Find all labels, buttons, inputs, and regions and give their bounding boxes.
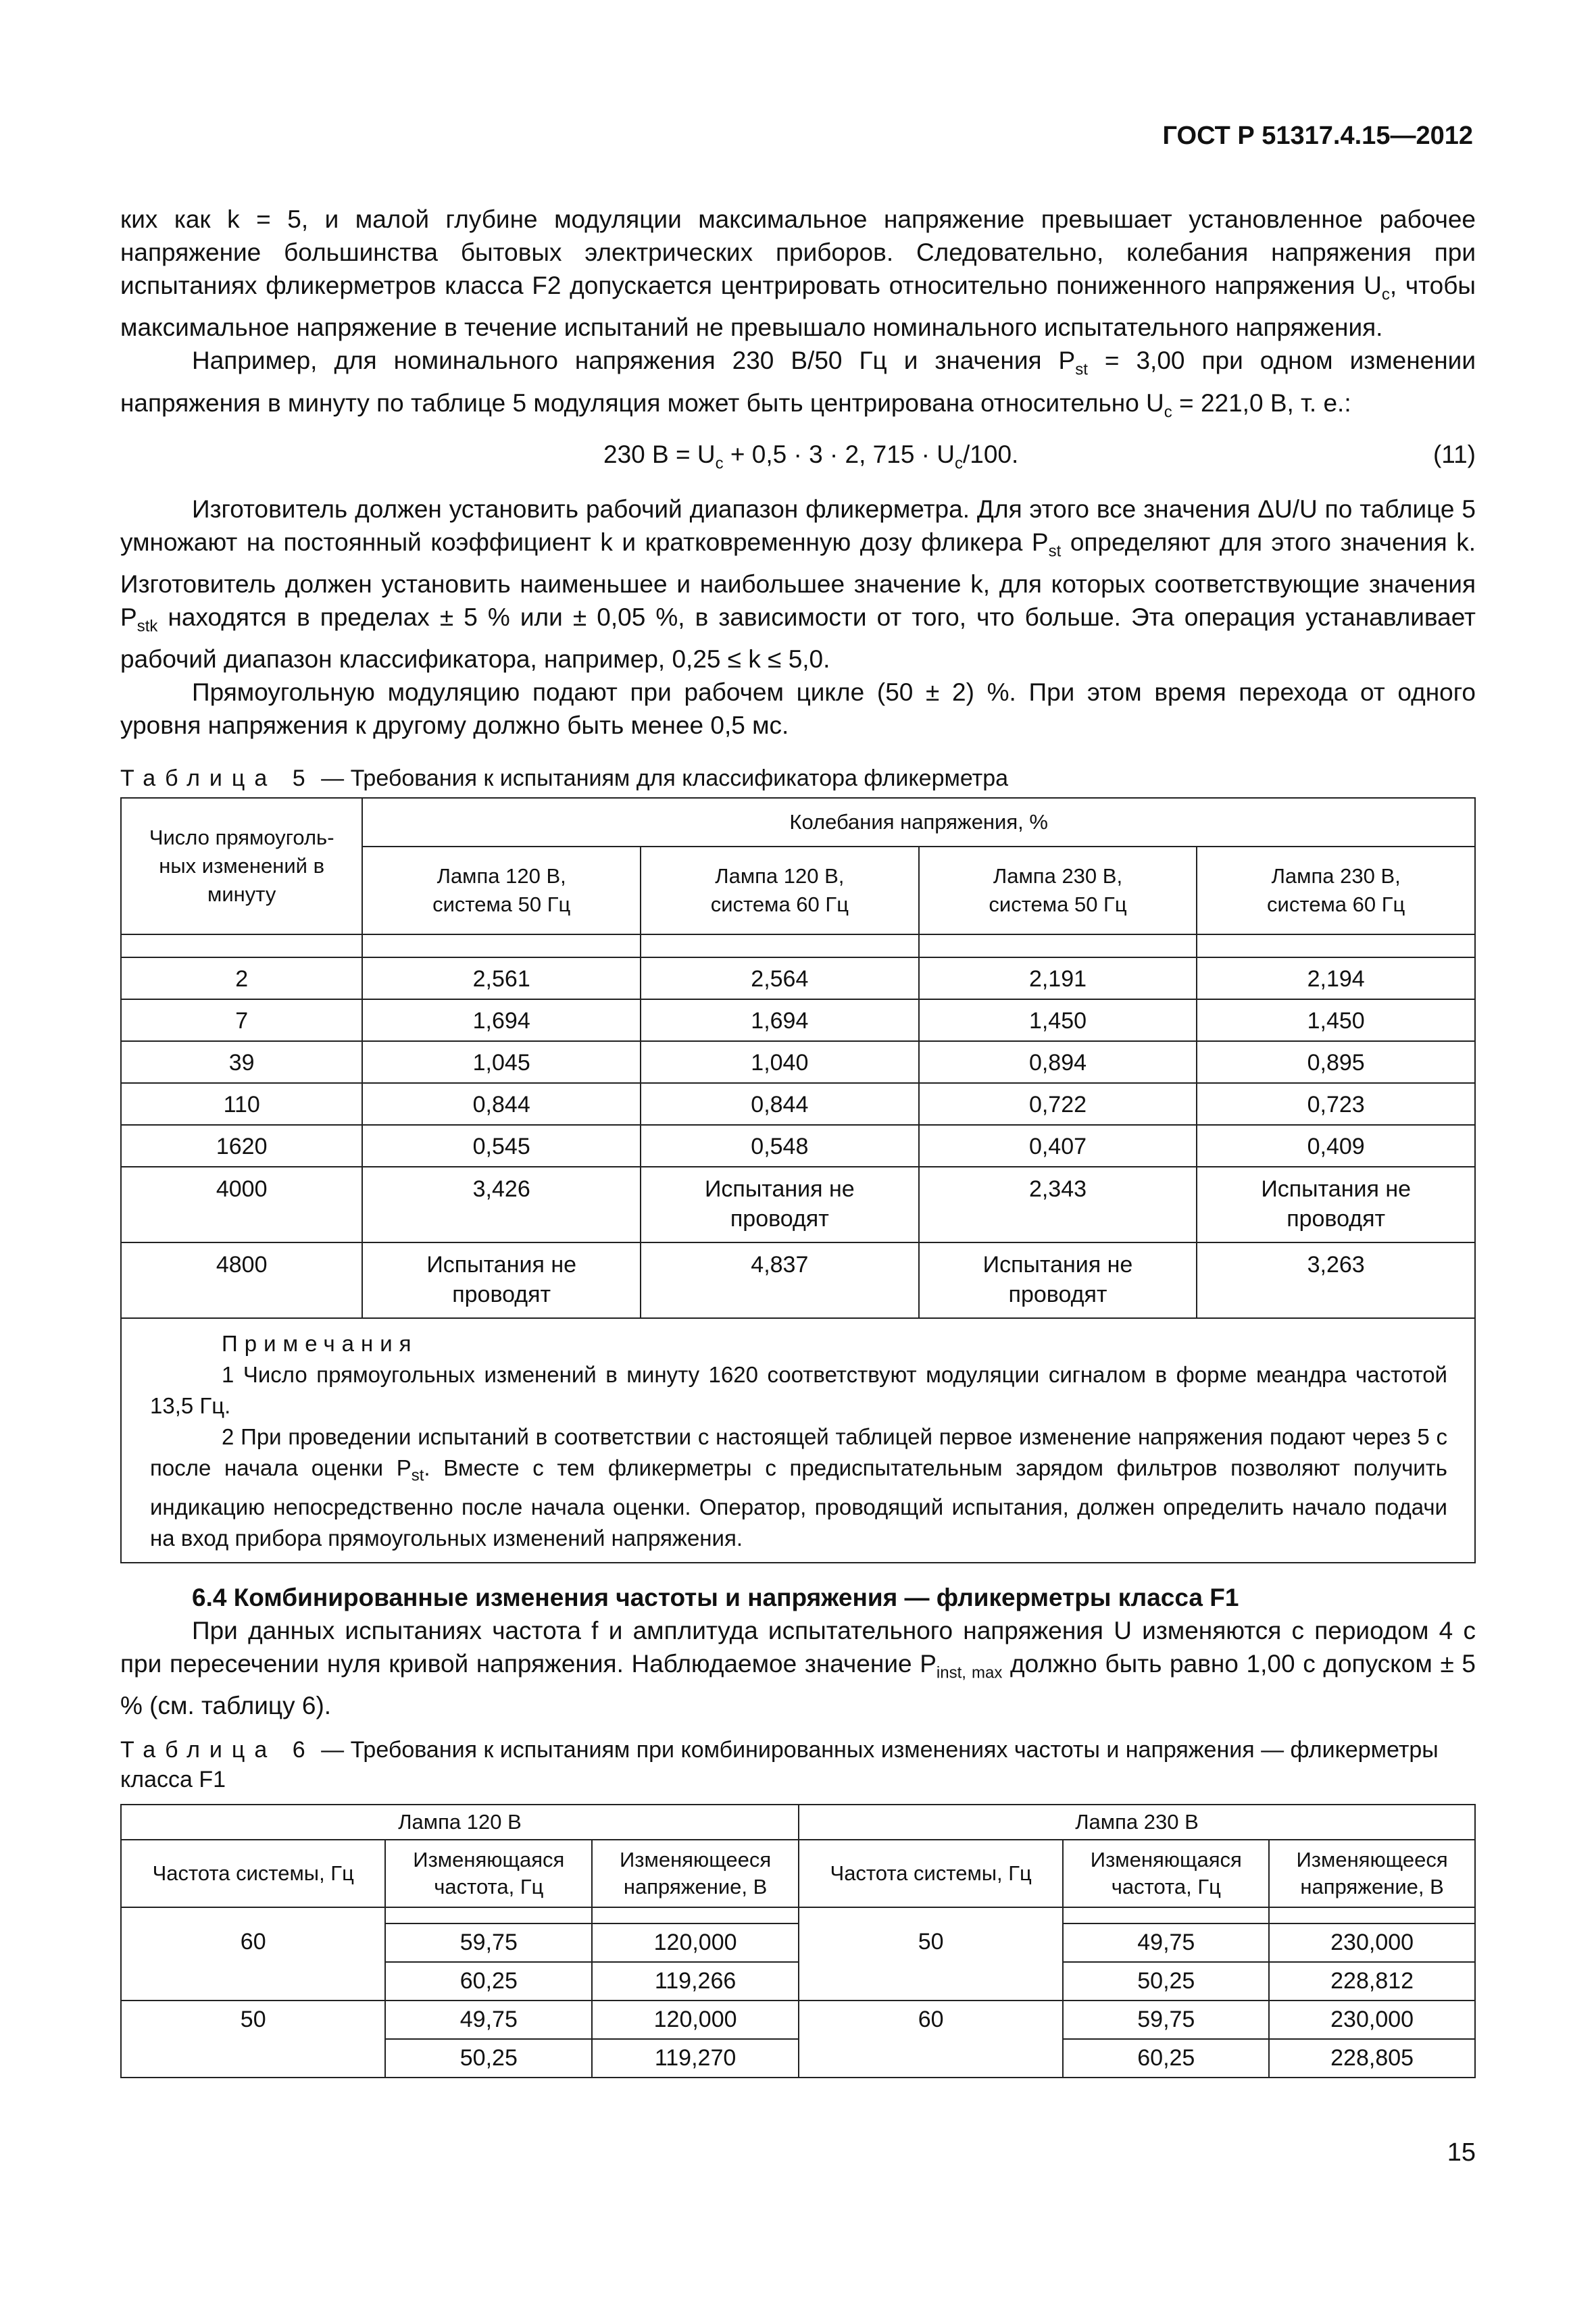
t5-header-count: Число прямоуголь-ных изменений в минуту xyxy=(121,798,362,934)
page-number: 15 xyxy=(1447,2138,1476,2167)
t6-header-col5: Изменяющаяся частота, Гц xyxy=(1063,1840,1269,1907)
t6-header-col4: Частота системы, Гц xyxy=(799,1840,1063,1907)
note-2: 2 При проведении испытаний в соответствии с настоящей таблицей первое изменение напряжения подают через 5 с после начала оценки $P_{st}$. Вместе с тем фликерметры с предиспытательным зарядом фильтров позволяют получить индикацию непосредственно после начала оценки. Оператор, проводящий испытания, должен определить начало подачи на вход прибора прямоугольных изменений напряжения. xyxy=(150,1424,1448,1551)
t5-header-group: Колебания напряжения, % xyxy=(362,798,1475,847)
table-row: 50,25 119,270 60,25 228,805 xyxy=(121,2039,1475,2078)
document-header: ГОСТ Р 51317.4.15—2012 xyxy=(1162,122,1473,150)
formula-number: (11) xyxy=(1432,441,1476,469)
t5-header-col3: Лампа 230 В, система 50 Гц xyxy=(919,847,1197,934)
table-row: 1620 0,545 0,548 0,407 0,409 xyxy=(121,1125,1475,1167)
paragraph-3: Изготовитель должен установить рабочий диапазон фликерметра. Для этого все значения ΔU/U по таблице 5 умножают на постоянный коэффициент k и кратковременную дозу фликера $P_{st}$ определяют для этого значения k. Изготовитель должен установить наименьшее и наибольшее значение k, для которых соответствующие значения $P_{stk}$ находятся в пределах ± 5 % или ± 0,05 %, в зависимости от того, что больше. Эта операция устанавливает рабочий диапазон классификатора, например, 0,25 ≤ k ≤ 5,0. xyxy=(120,495,1476,674)
table-row: 4000 3,426 Испытания не проводят 2,343 Испытания не проводят xyxy=(121,1167,1475,1242)
section-title: 6.4 Комбинированные изменения частоты и напряжения — фликерметры класса F1 xyxy=(192,1584,1239,1611)
table-row: 2 2,561 2,564 2,191 2,194 xyxy=(121,957,1475,999)
t6-group-230: Лампа 230 В xyxy=(799,1805,1475,1840)
paragraph-4: Прямоугольную модуляцию подают при рабочем цикле (50 ± 2) %. При этом время перехода от одного уровня напряжения к другому должно быть менее 0,5 мс. xyxy=(120,678,1476,740)
table-row: 60,25 119,266 50,25 228,812 xyxy=(121,1962,1475,2001)
body-text-top xyxy=(120,203,1476,742)
paragraph-2: Например, для номинального напряжения 230 В/50 Гц и значения $P_{st} = 3,00$ при одном изменении напряжения в минуту по таблице 5 модуляция может быть центрирована относительно $U_c = 221,0$ В, т. е.: xyxy=(120,347,1476,422)
table6-caption: Таблица 6 — Требования к испытаниям при комбинированных изменениях частоты и напряжения — фликерметры класса F1 xyxy=(120,1737,1439,1792)
formula-11 xyxy=(120,438,1476,480)
table5-caption: Таблица 5 — Требования к испытаниям для классификатора фликерметра xyxy=(120,765,1009,791)
formula-expression: 230 $В = U_c + 0,5 \cdot 3 \cdot 2$, $715 \cdot U_c/100$. xyxy=(603,441,1019,473)
table-row: 39 1,045 1,040 0,894 0,895 xyxy=(121,1041,1475,1083)
table-5 xyxy=(120,797,1476,1563)
table-row: 50 49,75 120,000 60 59,75 230,000 xyxy=(121,2001,1475,2039)
table-6 xyxy=(120,1804,1476,2078)
t6-header-col3: Изменяющееся напряжение, В xyxy=(592,1840,799,1907)
t6-header-col6: Изменяющееся напряжение, В xyxy=(1269,1840,1475,1907)
t6-header-col2: Изменяющаяся частота, Гц xyxy=(385,1840,592,1907)
table5-notes xyxy=(121,1318,1475,1563)
t5-header-col2: Лампа 120 В, система 60 Гц xyxy=(641,847,919,934)
notes-title: Примечания xyxy=(222,1331,418,1356)
paragraph-1: ких как k = 5, и малой глубине модуляции максимальное напряжение превышает установленное рабочее напряжение большинства бытовых электрических приборов. Следовательно, колебания напряжения при испытаниях фликерметров класса F2 допускается центрировать относительно пониженного напряжения $U_c$, чтобы максимальное напряжение в течение испытаний не превышало номинального испытательного напряжения. xyxy=(120,205,1476,342)
t5-header-col4: Лампа 230 В, система 60 Гц xyxy=(1197,847,1475,934)
table-row: 60 59,75 120,000 50 49,75 230,000 xyxy=(121,1923,1475,1962)
table-row: 7 1,694 1,694 1,450 1,450 xyxy=(121,999,1475,1041)
t6-header-col1: Частота системы, Гц xyxy=(121,1840,385,1907)
t6-group-120: Лампа 120 В xyxy=(121,1805,799,1840)
t5-header-col1: Лампа 120 В, система 50 Гц xyxy=(362,847,641,934)
table-row: 4800 Испытания не проводят 4,837 Испытания не проводят 3,263 xyxy=(121,1242,1475,1318)
table-row: 110 0,844 0,844 0,722 0,723 xyxy=(121,1083,1475,1125)
note-1: 1 Число прямоугольных изменений в минуту 1620 соответствуют модуляции сигналом в форме меандра частотой 13,5 Гц. xyxy=(150,1362,1447,1418)
section-paragraph: При данных испытаниях частота f и амплитуда испытательного напряжения U изменяются с периодом 4 с при пересечении нуля кривой напряжения. Наблюдаемое значение $P_{inst, max}$ должно быть равно 1,00 с допуском ± 5 % (см. таблицу 6). xyxy=(120,1617,1476,1720)
section-6-4 xyxy=(120,1581,1476,1722)
